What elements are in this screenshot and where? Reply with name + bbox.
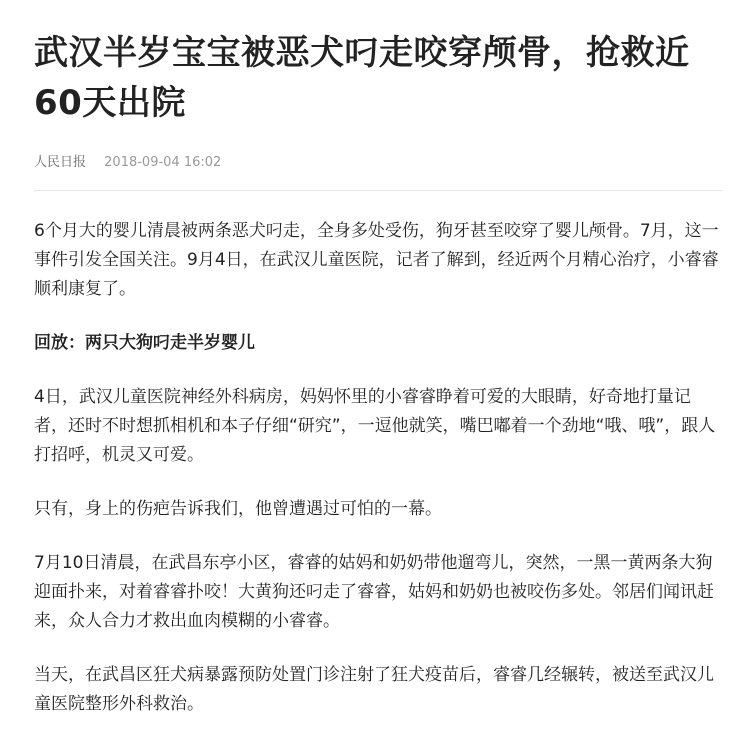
section-subhead: 回放：两只大狗叼走半岁婴儿 <box>34 333 255 353</box>
article-title: 武汉半岁宝宝被恶犬叼走咬穿颅骨，抢救近60天出院 <box>34 33 690 123</box>
article-time: 2018-09-04 16:02 <box>104 155 222 170</box>
paragraph: 7月10日清晨，在武昌东亭小区，睿睿的姑妈和奶奶带他遛弯儿，突然，一黑一黄两条大狗迎面扑来，对着睿睿扑咬！大黄狗还叼走了睿睿，姑妈和奶奶也被咬伤多处。邻居们闻讯赶来，众人合力才救出血肉模糊的小睿睿。 <box>34 553 714 631</box>
meta-divider <box>34 190 722 191</box>
article-body <box>34 217 724 719</box>
paragraph-intro: 6个月大的婴儿清晨被两条恶犬叼走，全身多处受伤，狗牙甚至咬穿了婴儿颅骨。7月，这一事件引发全国关注。9月4日，在武汉儿童医院，记者了解到，经近两个月精心治疗，小睿睿顺利康复了。 <box>34 221 719 299</box>
article-source[interactable]: 人民日报 <box>34 155 87 170</box>
paragraph: 当天，在武昌区狂犬病暴露预防处置门诊注射了狂犬疫苗后，睿睿几经辗转，被送至武汉儿童医院整形外科救治。 <box>34 665 714 714</box>
paragraph: 只有，身上的伤疤告诉我们，他曾遭遇过可怕的一幕。 <box>34 499 442 519</box>
paragraph: 4日，武汉儿童医院神经外科病房，妈妈怀里的小睿睿睁着可爱的大眼睛，好奇地打量记者，还时不时想抓相机和本子仔细“研究”，一逗他就笑，嘴巴嘟着一个劲地“哦、哦”，跟人打招呼，机灵又可爱。 <box>34 387 716 465</box>
article-meta <box>34 152 724 174</box>
